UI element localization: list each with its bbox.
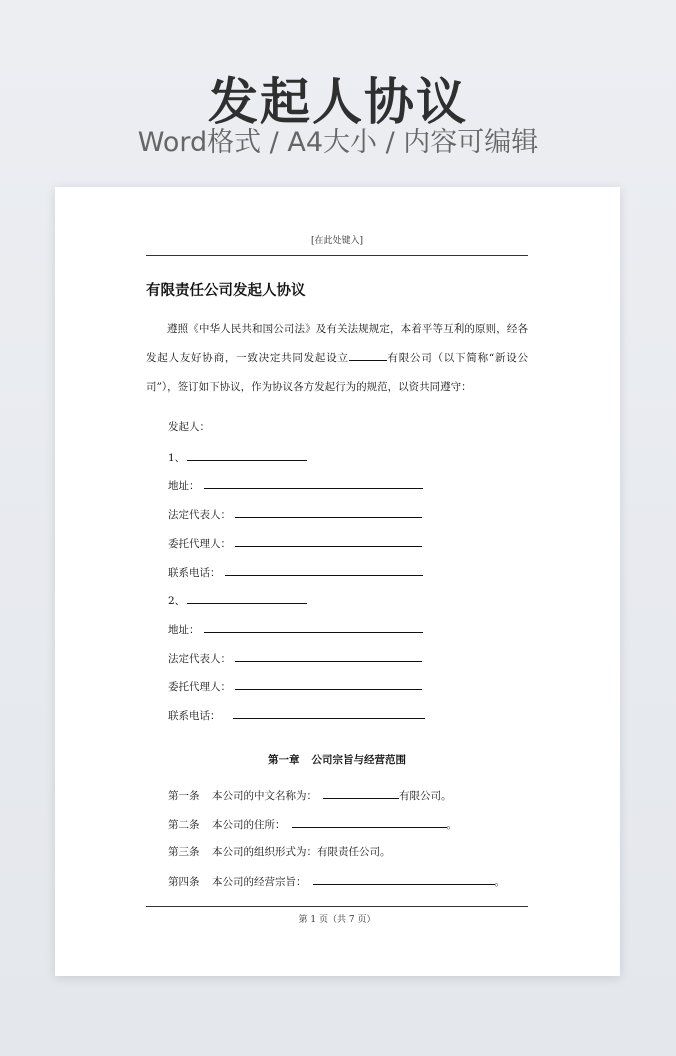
founder2-name-blank[interactable]: [187, 592, 307, 604]
founder2-number: 2、: [168, 595, 186, 607]
header-divider: [146, 255, 528, 256]
page-header[interactable]: [在此处键入]: [310, 236, 364, 246]
founder1-address-row: [168, 477, 423, 493]
article-row: [168, 844, 391, 859]
article-suffix: 。: [494, 876, 505, 888]
founder2-legal-rep-blank[interactable]: [235, 650, 422, 662]
founder2-address-row: [168, 621, 423, 637]
founder2-phone-row: [168, 707, 425, 723]
banner-subtitle: Word格式 / A4大小 / 内容可编辑: [137, 127, 539, 158]
founder1-name-blank[interactable]: [187, 449, 307, 461]
founder2-agent-label: 委托代理人：: [168, 681, 231, 693]
founder2-address-blank[interactable]: [204, 621, 423, 633]
founder2-address-label: 地址：: [168, 624, 200, 636]
article-row: [168, 787, 452, 803]
intro-text-part2: 有限公司（以下简称“新设公司”），签订如下协议，作为协议各方发起行为的规范，以资共同遵守：: [146, 352, 528, 393]
founder2-agent-blank[interactable]: [235, 678, 422, 690]
article-text: 本公司的住所：: [212, 819, 286, 831]
article-suffix: 。: [446, 819, 457, 831]
article-row: [168, 816, 457, 832]
intro-text-part1: 遵照《中华人民共和国公司法》及有关法规规定，本着平等互利的原则，经各发起人友好协商，一致决定共同发起设立: [146, 323, 528, 364]
company-name-blank[interactable]: [349, 350, 387, 361]
founder2-legal-rep-label: 法定代表人：: [168, 653, 231, 665]
founder1-legal-rep-label: 法定代表人：: [168, 509, 231, 521]
document-page: [55, 187, 620, 976]
founder1-agent-blank[interactable]: [235, 535, 422, 547]
article-number: 第一条: [168, 790, 200, 802]
founder1-name-row: [168, 449, 307, 465]
founder1-phone-blank[interactable]: [225, 564, 423, 576]
founder2-phone-blank[interactable]: [233, 707, 425, 719]
article-text: 本公司的组织形式为：有限责任公司。: [212, 846, 391, 858]
article-blank[interactable]: [292, 816, 447, 828]
founder1-agent-label: 委托代理人：: [168, 538, 231, 550]
founder2-name-row: [168, 592, 307, 608]
founders-label: 发起人：: [168, 421, 210, 433]
footer-divider: [146, 906, 528, 907]
founder2-agent-row: [168, 678, 422, 694]
founder2-phone-label: 联系电话：: [168, 710, 221, 722]
article-number: 第三条: [168, 846, 200, 858]
article-number: 第四条: [168, 876, 200, 888]
chapter-title: 公司宗旨与经营范围: [311, 754, 406, 766]
intro-paragraph: [146, 315, 528, 402]
founder1-phone-label: 联系电话：: [168, 567, 221, 579]
chapter-heading: [146, 752, 528, 767]
document-title: 有限责任公司发起人协议: [146, 282, 306, 299]
founder1-agent-row: [168, 535, 422, 551]
founder1-legal-rep-blank[interactable]: [235, 506, 422, 518]
article-blank[interactable]: [323, 787, 399, 799]
page-footer: 第 1 页（共 7 页）: [298, 915, 376, 925]
article-row: [168, 873, 505, 889]
founder1-phone-row: [168, 564, 423, 580]
article-suffix: 有限公司。: [399, 790, 452, 802]
article-number: 第二条: [168, 819, 200, 831]
founder1-legal-rep-row: [168, 506, 422, 522]
chapter-number: 第一章: [268, 754, 300, 766]
article-blank[interactable]: [313, 873, 495, 885]
founder2-legal-rep-row: [168, 650, 422, 666]
article-text: 本公司的中文名称为：: [212, 790, 317, 802]
founder1-address-label: 地址：: [168, 480, 200, 492]
founder1-number: 1、: [168, 452, 186, 464]
banner-title: 发起人协议: [208, 73, 468, 131]
founder1-address-blank[interactable]: [204, 477, 423, 489]
article-text: 本公司的经营宗旨：: [212, 876, 307, 888]
